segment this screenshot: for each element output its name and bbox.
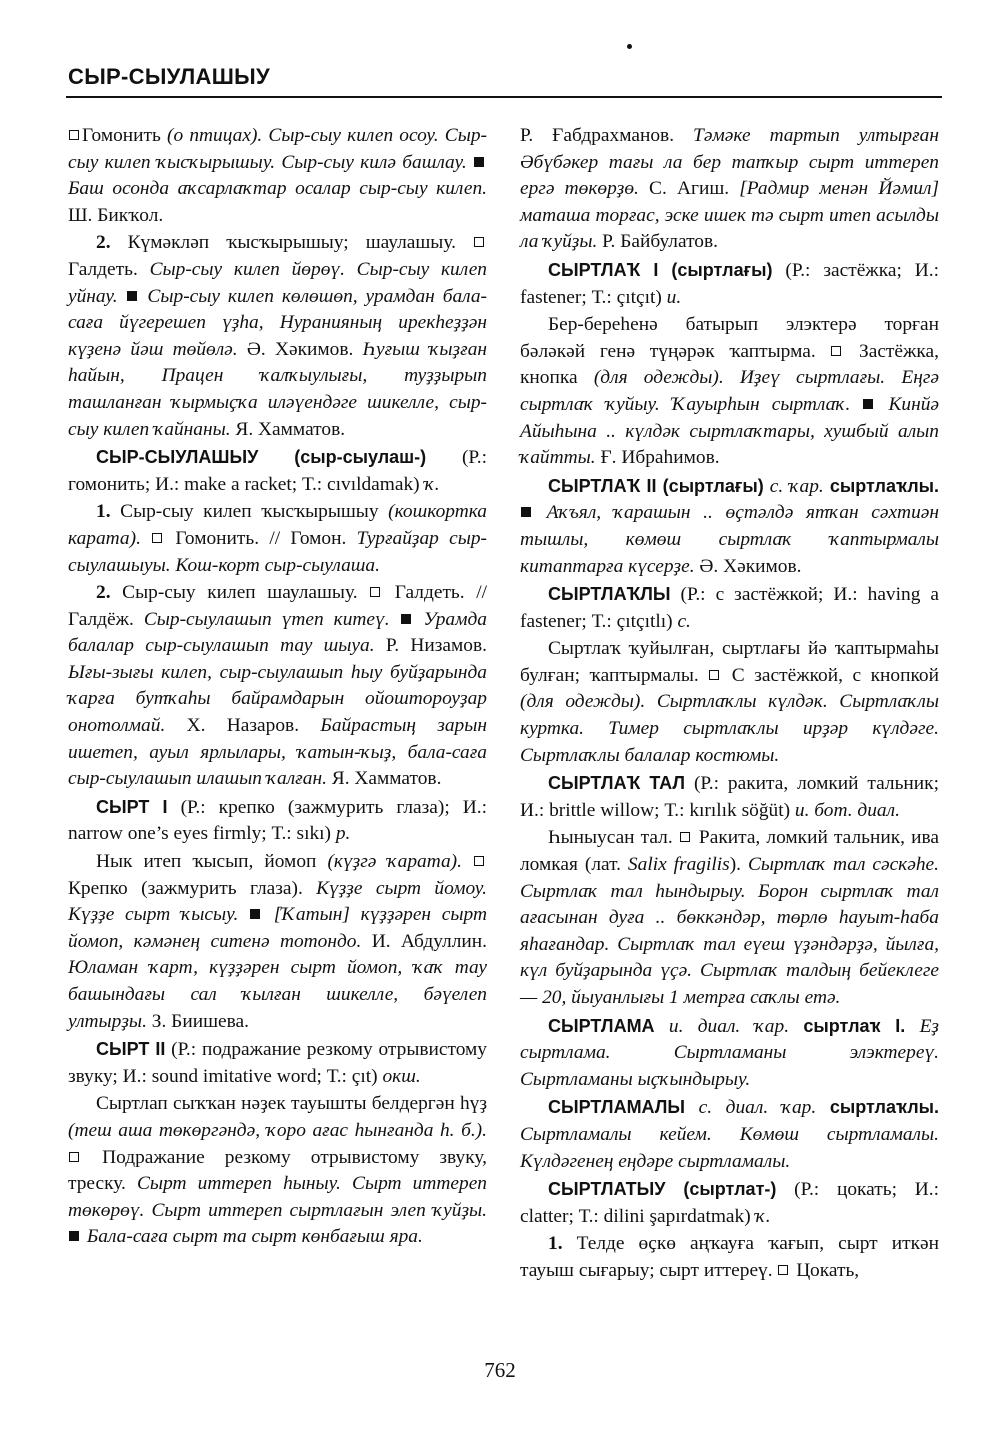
text-run: с. диал. ҡар. xyxy=(698,1097,817,1119)
text-run: ҡ. xyxy=(755,1205,771,1227)
headword: СЫРТЛАМА xyxy=(548,1015,655,1036)
black-square-icon xyxy=(127,291,137,301)
text-run xyxy=(390,609,400,630)
headword: СЫРТЛАМАЛЫ xyxy=(548,1097,686,1118)
text-run: (о птицах). Сыр-сыу килеп осоу. Сыр-сыу килеп ҡысҡырышыу. Сыр-сыу килә башлау. xyxy=(68,125,488,173)
text-run: Застёжка, кнопка xyxy=(520,340,939,389)
text-run: Һыныусан тал. xyxy=(548,827,679,849)
text-run: Ш. Бикҡол. xyxy=(68,204,164,226)
entry-paragraph xyxy=(68,230,487,443)
text-run: Р. Низамов. xyxy=(374,635,487,657)
text-run: (Р.: ракита, ломкий тальник; И.: brittle willow; Т.: kırılık söğüt) xyxy=(520,773,939,821)
entry-paragraph xyxy=(520,257,939,311)
text-run: Ракита, ломкий тальник, ива ломкая (лат. xyxy=(520,827,940,876)
text-run xyxy=(850,394,862,415)
text-run: Сыртлаҡ тал сәскәһе. Сыртлаҡ тал һындырыу. Борон сыртлаҡ тал ағасынан дуға .. бөккәндәр, төрлө һауыт-һаба яһағандар. Сыртлаҡ тал еүеш үҙәндәрҙә, йылға, күл буйҙарында үҫә. Сыртлаҡ талдың бейеклеге — 20, йыуанлығы 1 метрға саҡлы етә. xyxy=(520,854,940,1008)
text-run: Күмәкләп ҡысҡырышыу; шаулашыу. xyxy=(110,232,473,254)
text-run: Цокать, xyxy=(791,1259,860,1281)
text-run: и. диал. ҡар. xyxy=(668,1015,790,1037)
text-run xyxy=(655,1016,669,1037)
text-run xyxy=(141,528,151,549)
text-run: Ғ. Ибраһимов. xyxy=(595,447,720,469)
white-square-icon xyxy=(69,130,79,140)
black-square-icon xyxy=(250,909,260,919)
headword: СЫРТЛАҠ I (сыртлағы) xyxy=(548,259,773,280)
text-run: Гомонить. // Гомон. xyxy=(165,527,357,549)
text-run: Тәмәке тартып ултырған Әбүбәкер тағы ла бер тапҡыр сырт иттереп ергә төкөрҙө. xyxy=(520,125,939,200)
text-run: (Р.: застёжка; И.: fastener; Т.: çıtçıt) xyxy=(520,259,939,308)
text-run xyxy=(905,1016,919,1037)
headword: СЫРТ I xyxy=(96,796,168,817)
text-run: 2. xyxy=(96,582,111,604)
black-square-icon xyxy=(863,399,873,409)
text-run: Подражание резкому отрывистому звуку, треску. xyxy=(68,1146,487,1195)
text-run: Нык итеп ҡысып, йомоп xyxy=(96,851,328,873)
entry-paragraph xyxy=(68,499,487,579)
text-run: Телде өҫкө аңҡауға ҡағып, сырт иткән тауыш сығарыу; сырт иттереү. xyxy=(520,1233,939,1281)
text-run: Крепко (зажмурить глаза). xyxy=(68,877,317,899)
text-run: Аҡъял, ҡарашын .. өҫтәлдә ятҡан сәхтиән тышлы, көмөш сыртлаҡ ҡаптырмалы китаптарға күсерҙе. xyxy=(520,502,939,577)
text-run: Байрастың зарын ишетеп, ауыл ярлылары, ҡатын-ҡыҙ, бала-саға сыр-сыулашып илашып ҡалған. xyxy=(68,715,487,790)
left-column xyxy=(68,123,487,1252)
text-run: Р. Байбулатов. xyxy=(597,231,718,253)
text-run: [Радмир менән Йәмил] маташа торғас, эске ишек тә сырт итеп асылды ла ҡуйҙы. xyxy=(520,178,940,253)
text-run: и. бот. диал. xyxy=(794,799,900,821)
text-run: Урамда балалар сыр-сыулашып тау шыуа. xyxy=(68,608,487,657)
white-square-icon xyxy=(831,346,841,356)
page-number: 762 xyxy=(484,1358,516,1382)
white-square-icon xyxy=(709,670,719,680)
entry-paragraph xyxy=(68,849,487,1035)
headword: сыртлаҡлы. xyxy=(829,475,940,496)
text-run: р. xyxy=(335,823,351,845)
text-run: Ығы-зығы килеп, сыр-сыулашып һыу буйҙарында ҡарға бутҡаһы байрамдарын ойоштороуҙар онотолмай. xyxy=(68,661,487,737)
text-run: Гомонить xyxy=(82,125,168,146)
headword: СЫР-СЫУЛАШЫУ (сыр-сыулаш-) xyxy=(96,447,427,468)
text-run: Я. Хамматов. xyxy=(326,768,442,790)
entry-paragraph xyxy=(520,770,939,824)
white-square-icon xyxy=(152,533,162,543)
headword: СЫРТЛАТЫУ (сыртлат-) xyxy=(548,1179,777,1200)
entry-paragraph xyxy=(68,123,487,229)
text-run: Р. Ғабдрахманов. xyxy=(520,125,694,146)
white-square-icon xyxy=(680,832,690,842)
text-run xyxy=(467,152,473,173)
text-run xyxy=(118,286,126,307)
entry-paragraph xyxy=(520,1176,939,1230)
ink-dot xyxy=(627,44,632,49)
black-square-icon xyxy=(521,507,531,517)
right-column xyxy=(520,123,939,1286)
entry-paragraph xyxy=(68,444,487,498)
text-run: (Р.: крепко (зажмурить глаза); И.: narrow one’s eyes firmly; Т.: sıkı) xyxy=(68,796,487,845)
white-square-icon xyxy=(474,237,484,247)
text-run: 1. xyxy=(96,501,111,523)
text-run: С. Агиш. xyxy=(638,178,740,200)
header-rule xyxy=(66,96,942,98)
headword: сыртлаҡ I. xyxy=(803,1015,906,1036)
white-square-icon xyxy=(69,1152,79,1162)
headword: СЫРТЛАҠЛЫ xyxy=(548,584,671,605)
text-run: Х. Назаров. xyxy=(165,715,321,737)
text-run: Турғайҙар сыр-сыулашыуы. Кош-корт сыр-сыулаша. xyxy=(68,527,487,576)
headword: СЫРТ II xyxy=(96,1039,166,1060)
running-head: СЫР-СЫУЛАШЫУ xyxy=(68,64,270,89)
text-run: и. xyxy=(666,286,682,308)
text-run: Галдеть. // Галдёж. xyxy=(68,582,488,630)
black-square-icon xyxy=(474,157,484,167)
text-run: Сыр-сыу килеп шаулашыу. xyxy=(110,582,370,604)
text-run: Сыр-сыу килеп көлөшөп, урамдан бала-саға йүгерешеп үҙһа, Нуранияның ирекһеҙҙән күҙенә йәш төйөлә. xyxy=(68,285,487,360)
entry-paragraph xyxy=(520,312,939,472)
text-run: (күҙгә ҡарата). xyxy=(327,851,462,873)
text-run: (для одежды). Сыртлаҡлы күлдәк. Сыртлаҡлы куртка. Тимер сыртлаҡлы ирҙәр күлдәге. Сыртлаҡлы балалар костюмы. xyxy=(520,691,939,766)
text-run: Сыртлап сыҡҡан нәҙек тауышты белдергән һүҙ xyxy=(96,1093,487,1115)
text-run: Salix fragilis xyxy=(627,854,730,876)
white-square-icon xyxy=(778,1265,788,1275)
text-run xyxy=(685,1097,699,1118)
black-square-icon xyxy=(69,1231,79,1241)
entry-paragraph xyxy=(520,473,939,580)
text-run: (кошкортка карата). xyxy=(68,501,487,549)
text-run: ). xyxy=(729,854,748,876)
text-run: Я. Хамматов. xyxy=(230,418,346,440)
text-run: Ә. Хәкимов. xyxy=(694,555,802,577)
entry-paragraph xyxy=(68,1036,487,1090)
text-run: Һуғыш ҡыҙған һайын, Працен ҡалҡыулығы, туҙҙырып ташланған ҡырмыҫҡа иләүендәге шикелле, сыр-сыу килеп ҡайнаны. xyxy=(68,338,488,440)
text-run: Сыртлаҡ ҡуйылған, сыртлағы йә ҡаптырмаһы булған; ҡаптырмалы. xyxy=(520,638,939,686)
text-run: И. Абдуллин. xyxy=(361,930,487,952)
headword: СЫРТЛАҠ ТАЛ xyxy=(548,773,686,794)
text-run: [Ҡатын] күҙҙәрен сырт йомоп, кәмәнең ситенә тотондо. xyxy=(68,904,487,952)
entry-paragraph xyxy=(520,123,939,256)
text-run: Баш осонда аҡсарлаҡтар осалар сыр-сыу килеп. xyxy=(68,178,487,200)
text-run: (для одежды). Иҙеү сыртлағы. Еңгә сыртлаҡ ҡуйыу. Ҡауырһын сыртлаҡ. xyxy=(520,367,940,415)
entry-paragraph xyxy=(520,1231,939,1284)
text-run: (теш аша төкөргәндә, ҡоро ағас һынғанда һ. б.). xyxy=(68,1119,487,1141)
entry-paragraph xyxy=(520,581,939,635)
text-run: Бала-саға сырт та сырт көнбағыш яра. xyxy=(82,1226,423,1248)
text-run: Кинйә Айыһына .. күлдәк сыртлаҡтары, хушбый алып ҡайтты. xyxy=(520,393,939,469)
entry-paragraph xyxy=(520,636,939,769)
text-run: с. xyxy=(677,610,691,632)
headword: сыртлаҡлы. xyxy=(829,1097,939,1118)
text-run: Еҙ сыртлама. Сыртламаны элэктереү. Сыртламаны ыҫҡындырыу. xyxy=(520,1015,939,1090)
text-run xyxy=(462,851,473,872)
text-run: 1. xyxy=(548,1233,563,1255)
text-run: Бер-береһенә батырып элэктерә торған бәләкәй генә түңәрәк ҡаптырма. xyxy=(520,314,939,362)
text-run: Күҙҙе сырт йомоу. Күҙҙе сырт ҡысыу. xyxy=(68,877,487,926)
text-run xyxy=(238,904,249,925)
text-run: Сыр-сыулашып үтеп китеү. xyxy=(143,608,390,630)
text-run: (Р.: подражание резкому отрывистому звуку; И.: sound imitative word; Т.: çıt) xyxy=(68,1039,488,1087)
entry-paragraph xyxy=(520,1094,939,1175)
text-run: С застёжкой, с кнопкой xyxy=(722,664,939,686)
text-run: с. ҡар. xyxy=(769,475,824,497)
text-run: Галдеть. xyxy=(68,258,150,280)
text-run: окш. xyxy=(382,1065,421,1087)
entry-paragraph xyxy=(520,1013,939,1094)
headword: СЫРТЛАҠ II (сыртлағы) xyxy=(548,475,764,496)
text-run: (Р.: цокать; И.: clatter; Т.: dilini şapırdatmak) xyxy=(520,1179,939,1227)
text-run: ҡ. xyxy=(424,473,440,495)
text-run: З. Биишева. xyxy=(146,1010,249,1032)
text-run: 2. xyxy=(96,232,111,254)
text-run xyxy=(816,1097,830,1118)
entry-paragraph xyxy=(68,580,487,793)
text-run xyxy=(789,1016,803,1037)
text-run: Сыр-сыу килеп йөрөү. Сыр-сыу килеп уйнау. xyxy=(68,258,487,307)
white-square-icon xyxy=(474,856,484,866)
text-run: Ә. Хәкимов. xyxy=(237,338,363,360)
text-run: Сыртламалы кейем. Көмөш сыртламалы. Күлдәгенең еңдәре сыртламалы. xyxy=(520,1123,939,1172)
text-run: Юламан ҡарт, күҙҙәрен сырт йомоп, ҡаҡ тау башындағы сал ҡылған шикелле, бәүелеп ултырҙы. xyxy=(68,957,487,1032)
entry-paragraph xyxy=(68,1091,487,1251)
text-run: (Р.: гомонить; И.: make a racket; Т.: cıvıldamak) xyxy=(68,447,487,495)
text-run: Сырт иттереп һыныу. Сырт иттереп төкөрөү. Сырт иттереп сыртлағын элеп ҡуйҙы. xyxy=(68,1173,487,1221)
white-square-icon xyxy=(370,587,380,597)
text-run: (Р.: с застёжкой; И.: having a fastener; Т.: çıtçıtlı) xyxy=(520,584,939,632)
entry-paragraph xyxy=(520,825,939,1011)
black-square-icon xyxy=(401,614,411,624)
text-run: Сыр-сыу килеп ҡысҡырышыу xyxy=(110,501,389,523)
entry-paragraph xyxy=(68,794,487,848)
